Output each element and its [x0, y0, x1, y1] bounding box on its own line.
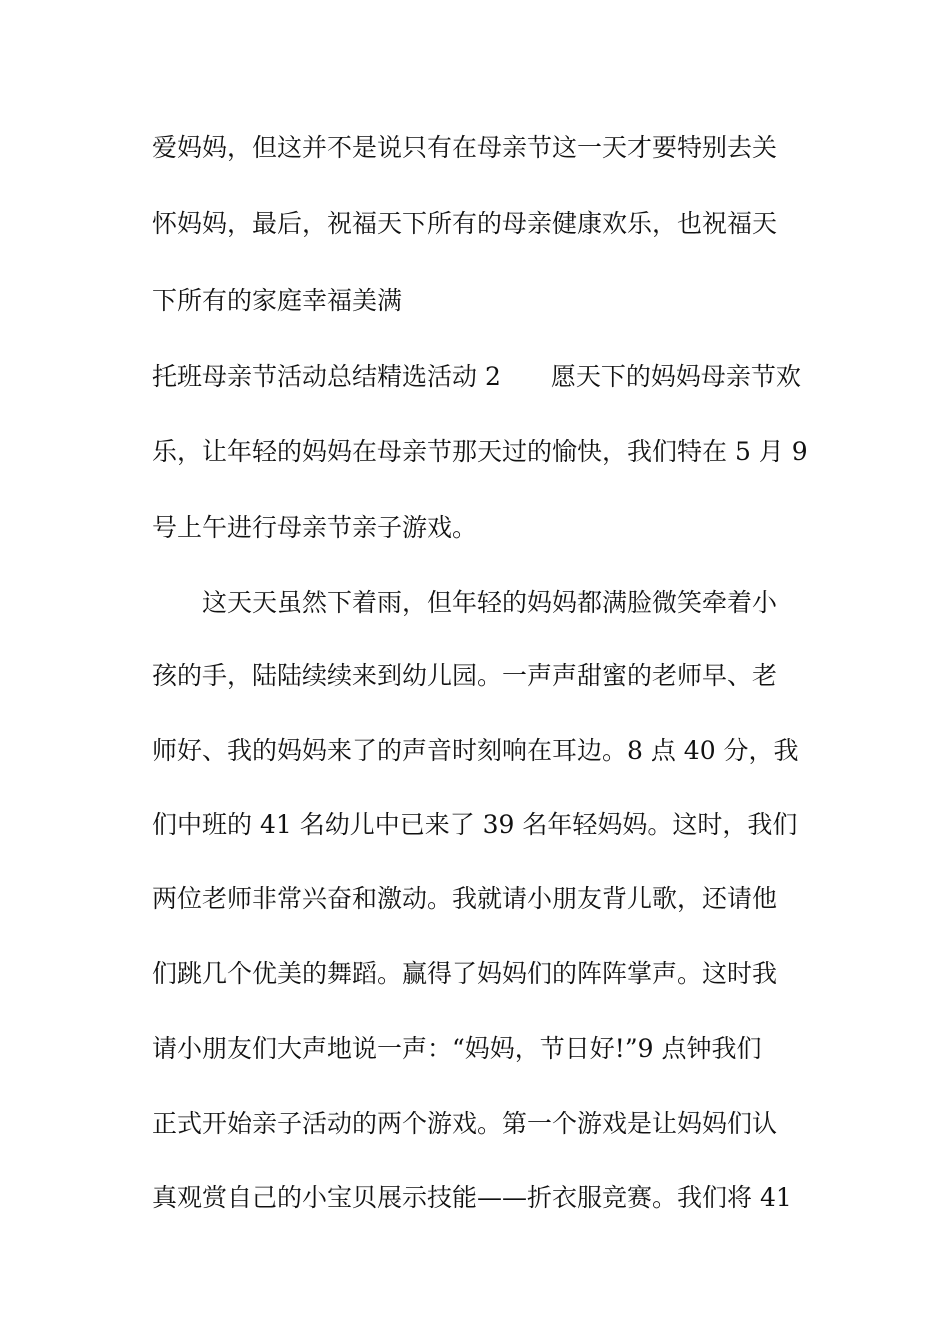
text-line: 真观赏自己的小宝贝展示技能——折衣服竞赛。我们将 41 — [152, 1183, 792, 1212]
text-line: 请小朋友们大声地说一声：“妈妈，节日好!”9 点钟我们 — [152, 1034, 762, 1063]
text-line: 下所有的家庭幸福美满 — [152, 286, 403, 315]
paragraph-first-line: 这天天虽然下着雨，但年轻的妈妈都满脸微笑牵着小 — [152, 588, 778, 617]
text-line: 们中班的 41 名幼儿中已来了 39 名年轻妈妈。这时，我们 — [152, 810, 798, 839]
text-line: 怀妈妈，最后，祝福天下所有的母亲健康欢乐，也祝福天 — [152, 209, 778, 238]
text-line: 正式开始亲子活动的两个游戏。第一个游戏是让妈妈们认 — [152, 1109, 778, 1138]
text-line: 孩的手，陆陆续续来到幼儿园。一声声甜蜜的老师早、老 — [152, 661, 778, 690]
text-line: 号上午进行母亲节亲子游戏。 — [152, 513, 478, 542]
text-line: 两位老师非常兴奋和激动。我就请小朋友背儿歌，还请他 — [152, 884, 778, 913]
text-line: 乐，让年轻的妈妈在母亲节那天过的愉快，我们特在 5 月 9 — [152, 437, 808, 466]
section-heading-line: 托班母亲节活动总结精选活动 2 愿天下的妈妈母亲节欢 — [152, 362, 801, 391]
text-line: 们跳几个优美的舞蹈。赢得了妈妈们的阵阵掌声。这时我 — [152, 959, 778, 988]
text-line: 爱妈妈，但这并不是说只有在母亲节这一天才要特别去关 — [152, 133, 778, 162]
text-line: 师好、我的妈妈来了的声音时刻响在耳边。8 点 40 分，我 — [152, 736, 799, 765]
